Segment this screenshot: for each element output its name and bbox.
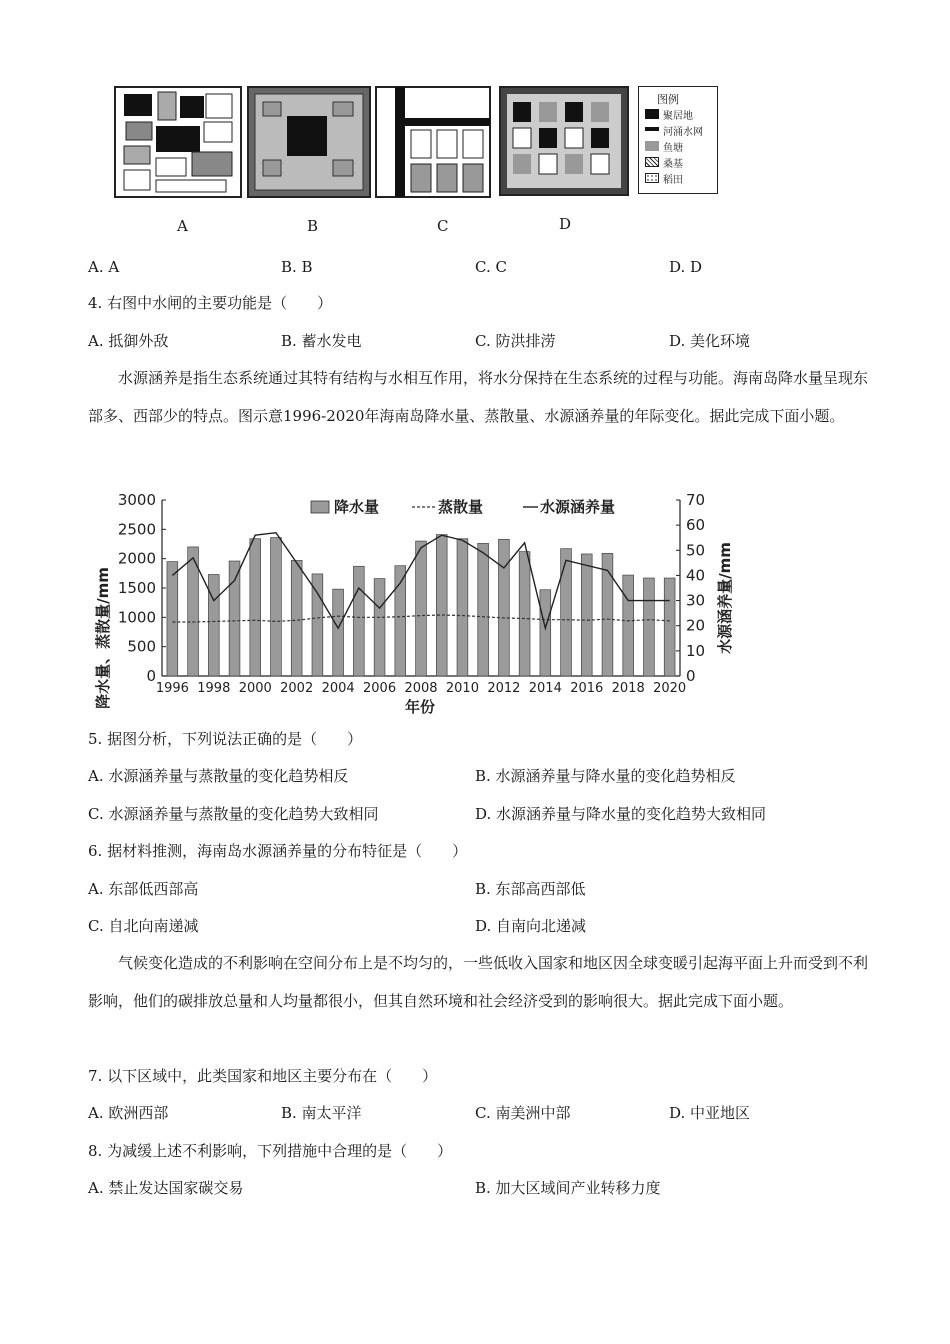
x-tick-label: 2004 xyxy=(321,681,355,696)
legend-swatch-settlement xyxy=(645,109,659,119)
legend-et: 蒸散量 xyxy=(438,498,484,516)
q6-option-b[interactable]: B. 东部高西部低 xyxy=(475,880,586,898)
y-tick-left-label: 1500 xyxy=(117,579,156,597)
chart-legend xyxy=(311,498,615,516)
map-c xyxy=(375,86,491,198)
passage-water-conservation xyxy=(88,360,868,435)
q5-option-d[interactable]: D. 水源涵养量与降水量的变化趋势大致相同 xyxy=(475,805,767,823)
legend-title: 图例 xyxy=(657,93,679,106)
x-tick-label: 2012 xyxy=(487,681,521,696)
legend-swatch-precip xyxy=(311,501,329,513)
y-tick-right-label: 0 xyxy=(686,667,696,685)
y-tick-left-label: 3000 xyxy=(117,491,156,509)
map-label-c: C xyxy=(437,217,449,235)
q7-option-b[interactable]: B. 南太平洋 xyxy=(281,1104,362,1122)
q4-option-b[interactable]: B. 蓄水发电 xyxy=(281,332,362,350)
y-tick-right-label: 20 xyxy=(686,616,706,635)
precip-bar xyxy=(374,579,385,676)
map-label-a: A xyxy=(177,217,188,235)
legend-label: 稻田 xyxy=(663,175,683,186)
x-tick-label: 2016 xyxy=(570,681,604,696)
q3-option-d[interactable]: D. D xyxy=(669,258,703,276)
precip-bar xyxy=(498,539,509,676)
precip-bar xyxy=(229,561,240,676)
map-b xyxy=(247,86,371,198)
y-axis-left-label: 降水量、蒸散量/mm xyxy=(94,567,112,709)
precip-bar xyxy=(353,566,364,676)
chart-bars xyxy=(167,535,675,676)
y-tick-right-label: 30 xyxy=(686,591,706,610)
map-d xyxy=(499,86,629,196)
q3-option-a[interactable]: A. A xyxy=(88,258,120,276)
legend-swatch-mulberry xyxy=(645,157,659,167)
y-tick-left-label: 1000 xyxy=(117,608,156,627)
y-axis-right-label: 水源涵养量/mm xyxy=(716,542,734,654)
precip-bar xyxy=(540,590,551,676)
legend-label: 鱼塘 xyxy=(663,143,683,154)
q8-stem: 8. 为减缓上述不利影响，下列措施中合理的是（ ） xyxy=(88,1142,453,1160)
x-tick-label: 2018 xyxy=(611,681,645,696)
precip-bar xyxy=(623,575,634,676)
precip-bar xyxy=(416,541,427,676)
q7-option-a[interactable]: A. 欧洲西部 xyxy=(88,1104,169,1122)
x-tick-label: 2020 xyxy=(653,681,687,696)
legend-precip: 降水量 xyxy=(334,498,380,516)
precip-bar xyxy=(167,562,178,676)
y-tick-left-label: 500 xyxy=(127,637,156,656)
y-tick-left-label: 0 xyxy=(146,667,156,685)
precip-bar xyxy=(519,552,530,676)
precip-bar xyxy=(457,539,468,676)
q3-option-c[interactable]: C. C xyxy=(475,258,507,276)
chart-ticks xyxy=(118,491,705,696)
precip-bar xyxy=(478,543,489,676)
x-tick-label: 1996 xyxy=(155,681,189,696)
x-tick-label: 2008 xyxy=(404,681,438,696)
legend-swatch-fishpond xyxy=(645,141,659,151)
y-tick-right-label: 60 xyxy=(686,516,706,535)
q6-option-d[interactable]: D. 自南向北递减 xyxy=(475,917,587,935)
map-label-d: D xyxy=(559,215,572,233)
q4-option-d[interactable]: D. 美化环境 xyxy=(669,332,751,350)
precip-bar xyxy=(208,575,219,676)
q7-stem: 7. 以下区域中，此类国家和地区主要分布在（ ） xyxy=(88,1067,438,1085)
q5-option-a[interactable]: A. 水源涵养量与蒸散量的变化趋势相反 xyxy=(88,767,349,785)
precip-bar xyxy=(291,560,302,676)
precip-bar xyxy=(271,538,282,676)
precip-bar xyxy=(436,535,447,676)
precip-bar xyxy=(602,553,613,676)
precip-bar xyxy=(664,578,675,676)
q6-option-a[interactable]: A. 东部低西部高 xyxy=(88,880,199,898)
y-tick-right-label: 10 xyxy=(686,641,706,660)
q4-option-c[interactable]: C. 防洪排涝 xyxy=(475,332,556,350)
map-legend xyxy=(638,86,718,194)
y-tick-right-label: 50 xyxy=(686,541,706,560)
x-axis-label: 年份 xyxy=(404,698,436,716)
passage-climate-change xyxy=(88,945,868,1020)
x-tick-label: 2000 xyxy=(238,681,272,696)
q6-option-c[interactable]: C. 自北向南递减 xyxy=(88,917,199,935)
map-a xyxy=(114,86,242,198)
precip-bar xyxy=(312,574,323,676)
q4-stem: 4. 右图中水闸的主要功能是（ ） xyxy=(88,294,333,312)
q5-option-c[interactable]: C. 水源涵养量与蒸散量的变化趋势大致相同 xyxy=(88,805,379,823)
water-chart xyxy=(90,488,750,720)
legend-swatch-paddy xyxy=(645,173,659,183)
q7-option-d[interactable]: D. 中亚地区 xyxy=(669,1104,751,1122)
passage-text: 气候变化造成的不利影响在空间分布上是不均匀的，一些低收入国家和地区因全球变暖引起海平面上升而受到不利影响，他们的碳排放总量和人均量都很小，但其自然环境和社会经济受到的影响很大。据此完成下面小题。 xyxy=(88,954,869,1010)
q8-option-b[interactable]: B. 加大区域间产业转移力度 xyxy=(475,1179,661,1197)
legend-wc: 水源涵养量 xyxy=(540,498,616,516)
precip-bar xyxy=(250,539,261,676)
map-label-b: B xyxy=(307,217,319,235)
x-tick-label: 2014 xyxy=(528,681,562,696)
q6-stem: 6. 据材料推测，海南岛水源涵养量的分布特征是（ ） xyxy=(88,842,468,860)
q8-option-a[interactable]: A. 禁止发达国家碳交易 xyxy=(88,1179,244,1197)
y-tick-right-label: 40 xyxy=(686,566,706,585)
passage-text: 水源涵养是指生态系统通过其特有结构与水相互作用，将水分保持在生态系统的过程与功能。海南岛降水量呈现东部多、西部少的特点。图示意1996-2020年海南岛降水量、蒸散量、水源涵养量的年际变化。据此完成下面小题。 xyxy=(88,369,869,425)
legend-label: 聚居地 xyxy=(663,111,693,122)
q7-option-c[interactable]: C. 南美洲中部 xyxy=(475,1104,571,1122)
x-tick-label: 2006 xyxy=(363,681,397,696)
q5-option-b[interactable]: B. 水源涵养量与降水量的变化趋势相反 xyxy=(475,767,736,785)
y-tick-right-label: 70 xyxy=(686,491,706,509)
y-tick-left-label: 2500 xyxy=(117,520,156,539)
y-tick-left-label: 2000 xyxy=(117,549,156,568)
x-tick-label: 1998 xyxy=(197,681,231,696)
x-tick-label: 2002 xyxy=(280,681,314,696)
precip-bar xyxy=(333,589,344,676)
legend-label: 河涌水网 xyxy=(663,127,703,138)
legend-swatch-river xyxy=(645,127,659,131)
q3-option-b[interactable]: B. B xyxy=(281,258,313,276)
q5-stem: 5. 据图分析，下列说法正确的是（ ） xyxy=(88,730,363,748)
precip-bar xyxy=(581,554,592,676)
precip-bar xyxy=(561,549,572,676)
legend-label: 桑基 xyxy=(663,159,683,170)
precip-bar xyxy=(644,578,655,676)
q4-option-a[interactable]: A. 抵御外敌 xyxy=(88,332,169,350)
x-tick-label: 2010 xyxy=(445,681,479,696)
